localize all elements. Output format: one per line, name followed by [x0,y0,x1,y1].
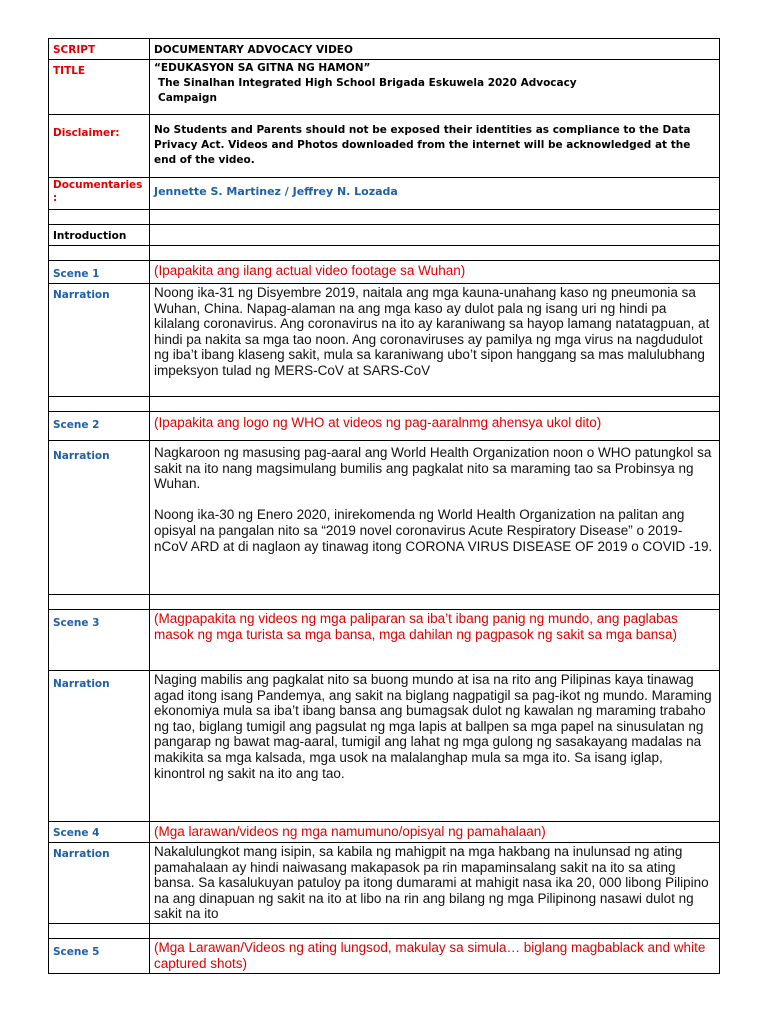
scene-2-narration-row [49,441,720,595]
script-label: SCRIPT [53,44,96,56]
scene-4-label: Scene 4 [53,827,100,839]
scene-3-row [49,610,720,671]
documentaries-value: Jennette S. Martinez / Jeffrey N. Lozada [154,185,398,198]
scene-2-label: Scene 2 [53,419,100,431]
scene-2-narration-paragraph: Nagkaroon ng masusing pag-aaral ang World Health Organization noon o WHO patungkol sa sakit na ito nang magsimulang bumilis ang pagkalat nito sa maraming tao sa Probinsya ng Wuhan. [154,445,712,492]
title-label: TITLE [53,65,86,77]
scene-4-direction: (Mga larawan/videos ng mga namumuno/opisyal ng pamahalaan) [154,824,546,839]
scene-5-row [49,938,720,973]
empty-row [49,595,720,610]
title-line-1: “EDUKASYON SA GITNA NG HAMON” [154,62,371,74]
scene-2-direction: (Ipapakita ang logo ng WHO at videos ng pag-aaralnmg ahensya ukol dito) [154,415,602,430]
scene-4-narration: Nakalulungkot mang isipin, sa kabila ng mahigpit na mga hakbang na inulunsad ng ating pamahalaan ay hindi naiwasang makapasok pa rin mapaminsalang sakit na ito sa ating bansa. Sa kasalukuyan patuloy pa itong dumarami at mahigit nasa ika 20, 000 libong Pilipino na ang dinapuan ng sakit na ito at libo na rin ang bilang ng mga Pilipinong nasawi dulot ng sakit na ito [154,844,709,922]
script-row [49,39,720,60]
disclaimer-label: Disclaimer: [53,127,120,139]
introduction-label: Introduction [53,230,127,242]
scene-3-narration-label: Narration [53,678,110,690]
scene-3-narration-row [49,671,720,822]
scene-1-direction: (Ipapakita ang ilang actual video footage sa Wuhan) [154,263,466,278]
title-line-2: The Sinalhan Integrated High School Brigada Eskuwela 2020 Advocacy [158,77,577,89]
empty-row [49,246,720,261]
scene-3-label: Scene 3 [53,617,100,629]
scene-3-direction: (Magpapakita ng videos ng mga paliparan sa iba’t ibang panig ng mundo, ang paglabas masok ng mga turista sa mga bansa, mga dahilan ng pagpasok ng sakit sa mga bansa) [154,611,678,642]
scene-1-narration-label: Narration [53,289,110,301]
script-value: DOCUMENTARY ADVOCACY VIDEO [154,44,353,56]
scene-5-label: Scene 5 [53,945,100,958]
scene-1-narration-row [49,284,720,397]
scene-3-narration: Naging mabilis ang pagkalat nito sa buong mundo at isa na rito ang Pilipinas kaya tinawag agad itong isang Pandemya, ang sakit na biglang nagpatigil sa pag-ikot ng mundo. Maraming ekonomiya mula sa iba’t ibang bansa ang bumagsak dulot ng kawalan ng maraming trabaho ng tao, biglang tumigil ang pagsulat ng mga lapis at ballpen sa mga papel na sinusulatan ng pangarap ng bawat mag-aaral, tumigil ang lahat ng mga gulong ng sasakayang madalas na makikita sa mga kalsada, mga usok na malalanghap mula sa mga ito. Sa isang iglap, kinontrol ng sakit na ito ang tao. [154,672,712,781]
introduction-row [49,225,720,246]
scene-2-narration-paragraph: Noong ika-30 ng Enero 2020, inirekomenda ng World Health Organization na palitan ang opisyal na pangalan nito sa “2019 novel coronavirus Acute Respiratory Disease” o 2019-nCoV ARD at di naglaon ay tinawag itong CORONA VIRUS DISEASE OF 2019 o COVID -19. [154,507,713,554]
empty-row [49,210,720,225]
title-row [49,60,720,115]
documentaries-label: Documentaries : [53,179,143,204]
scene-2-narration-label: Narration [53,450,110,462]
script-table [48,38,720,974]
documentaries-row [49,178,720,210]
scene-4-row [49,822,720,843]
scene-4-narration-label: Narration [53,848,110,860]
empty-row [49,397,720,412]
scene-1-row [49,261,720,284]
scene-2-row [49,412,720,441]
scene-5-direction: (Mga Larawan/Videos ng ating lungsod, makulay sa simula… biglang magbablack and white captured shots) [154,939,706,971]
scene-4-narration-row [49,843,720,924]
title-line-3: Campaign [158,92,217,104]
scene-1-narration: Noong ika-31 ng Disyembre 2019, naitala ang mga kauna-unahang kaso ng pneumonia sa Wuhan, China. Napag-alaman na ang mga kaso ay dulot pala ng isang uri ng hindi pa kilalang coronavirus. Ang coronavirus na ito ay karaniwang sa hayop lamang natatagpuan, at hindi pa nakita sa mga tao noon. Ang coronaviruses ay pamilya ng mga virus na nagdudulot ng iba’t ibang klaseng sakit, mula sa karaniwang ubo’t sipon hanggang sa mas malulubhang impeksyon tulad ng MERS-CoV at SARS-CoV [154,285,710,378]
disclaimer-row [49,115,720,178]
disclaimer-text: No Students and Parents should not be exposed their identities as compliance to the Data Privacy Act. Videos and Photos downloaded from the internet will be acknowledged at the end of the video. [154,124,691,166]
scene-1-label: Scene 1 [53,268,100,280]
empty-row [49,923,720,938]
